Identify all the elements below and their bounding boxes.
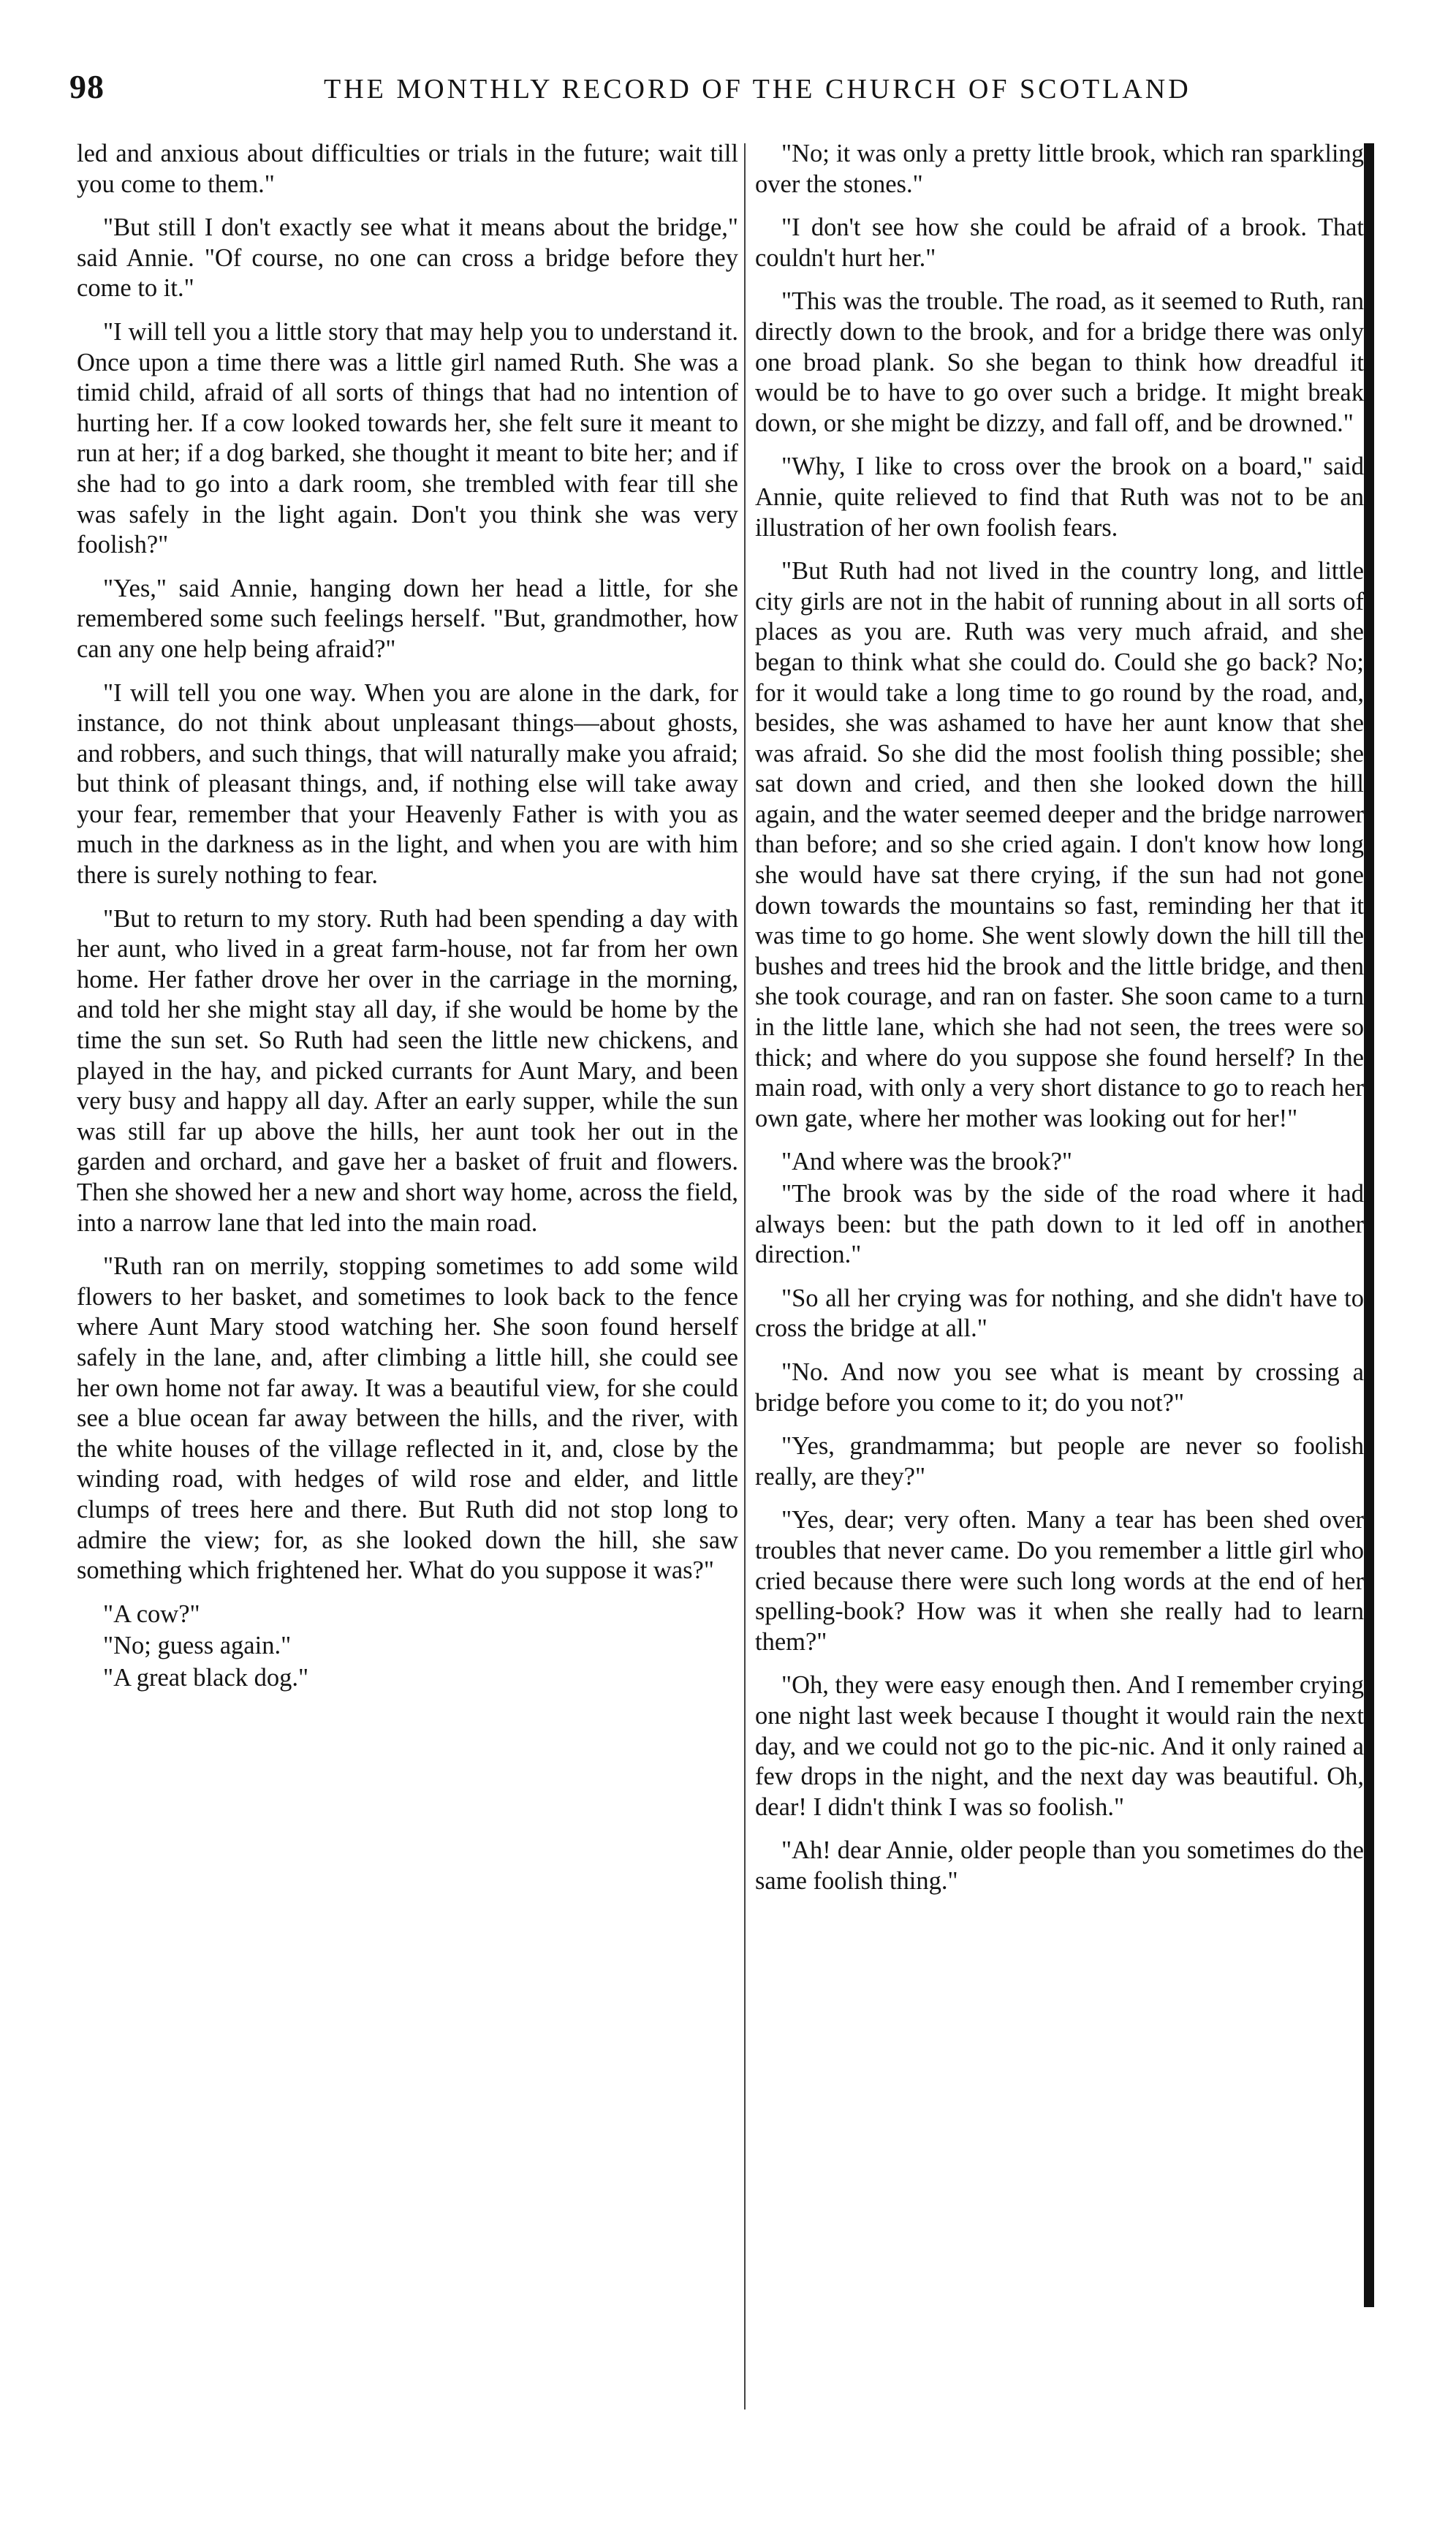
right-column <box>755 139 1364 2412</box>
paragraph: "This was the trouble. The road, as it seemed to Ruth, ran directly down to the brook, and for a bridge there was only one broad plank. So she began to think how dreadful it would be to have to go over such a bridge. It might break down, or she might be dizzy, and fall off, and be drowned." <box>755 287 1364 437</box>
paragraph: "Why, I like to cross over the brook on a board," said Annie, quite relieved to find that Ruth was not to be an illustration of her own foolish fears. <box>755 453 1364 542</box>
paragraph: "A cow?" <box>103 1600 200 1628</box>
paragraph: "But Ruth had not lived in the country long, and little city girls are not in the habit of running about in all sorts of places as you are. Ruth was very much afraid, and she began to think what she could do. Could she go back? No; for it would take a long time to go round by the road, and, besides, she was ashamed to have her aunt know that she was afraid. So she did the most foolish thing possible; she sat down and cried, and then she looked down the hill again, and the water seemed deeper and the bridge narrower than before; and so she cried again. I don't know how long she would have sat there crying, if the sun had not gone down towards the mountains so fast, reminding her that it was time to go home. She went slowly down the hill till the bushes and trees hid the brook and the little bridge, and then she took courage, and ran on faster. She soon came to a turn in the little lane, which she had not seen, the trees were so thick; and where do you suppose she found herself? In the main road, with only a very short distance to go to reach her own gate, where her mother was looking out for her!" <box>755 557 1364 1132</box>
paragraph: "Yes, dear; very often. Many a tear has been shed over troubles that never came. Do you remember a little girl who cried because there were such long words at the end of her spelling-book? How was it when she really had to learn them?" <box>755 1506 1364 1656</box>
paragraph: "But still I don't exactly see what it means about the bridge," said Annie. "Of course, no one can cross a bridge before they come to it." <box>77 213 738 303</box>
paragraph: "No; guess again." <box>103 1632 292 1660</box>
paragraph: "The brook was by the side of the road where it had always been: but the path down to it led off in another direction." <box>755 1180 1364 1269</box>
paragraph: "Ruth ran on merrily, stopping sometimes to add some wild flowers to her basket, and sometimes to look back to the fence where Aunt Mary stood watching her. She soon found herself safely in the lane, and, after climbing a little hill, she could see her own home not far away. It was a beautiful view, for she could see a blue ocean far away between the hills, and the river, with the white houses of the village reflected in it, and, close by the winding road, with hedges of wild rose and elder, and little clumps of trees here and there. But Ruth did not stop long to admire the view; for, as she looked down the hill, she saw something which frightened her. What do you suppose it was?" <box>77 1252 738 1585</box>
page-header <box>69 67 1385 118</box>
paragraph: "But to return to my story. Ruth had been spending a day with her aunt, who lived in a great farm-house, not far from her own home. Her father drove her over in the carriage in the morning, and told her she might stay all day, if she would be home by the time the sun set. So Ruth had seen the little new chickens, and played in the hay, and picked currants for Aunt Mary, and been very busy and happy all day. After an early supper, while the sun was still far up above the hills, her aunt took her out in the garden and orchard, and gave her a basket of fruit and flowers. Then she showed her a new and short way home, across the field, into a narrow lane that led into the main road. <box>77 904 738 1237</box>
page-number: 98 <box>69 68 105 105</box>
running-head: THE MONTHLY RECORD OF THE CHURCH OF SCOTLAND <box>324 74 1191 105</box>
paragraph: "I will tell you a little story that may help you to understand it. Once upon a time there was a little girl named Ruth. She was a timid child, afraid of all sorts of things that had no intention of hurting her. If a cow looked towards her, she felt sure it meant to run at her; if a dog barked, she thought it meant to bite her; and if she had to go into a dark room, she trembled with fear till she was safely in the light again. Don't you think she was very foolish?" <box>77 317 738 559</box>
paragraph: "Ah! dear Annie, older people than you sometimes do the same foolish thing." <box>755 1836 1364 1895</box>
paragraph: "And where was the brook?" <box>781 1148 1072 1176</box>
paragraph: "Yes, grandmamma; but people are never so foolish really, are they?" <box>755 1432 1364 1491</box>
paragraph: "Oh, they were easy enough then. And I remember crying one night last week because I thought it would rain the next day, and we could not go to the pic-nic. And it only rained a few drops in the night, and the next day was beautiful. Oh, dear! I didn't think I was so foolish." <box>755 1671 1364 1821</box>
paragraph: "No. And now you see what is meant by crossing a bridge before you come to it; do you not?" <box>755 1358 1364 1417</box>
paragraph: "No; it was only a pretty little brook, which ran sparkling over the stones." <box>755 140 1364 198</box>
paragraph: "So all her crying was for nothing, and she didn't have to cross the bridge at all." <box>755 1284 1364 1343</box>
page-edge-shadow <box>1364 143 1374 2307</box>
paragraph: "I don't see how she could be afraid of a brook. That couldn't hurt her." <box>755 213 1364 272</box>
paragraph: "Yes," said Annie, hanging down her head a little, for she remembered some such feelings herself. "But, grandmother, how can any one help being afraid?" <box>77 574 738 663</box>
paragraph: "I will tell you one way. When you are alone in the dark, for instance, do not think about unpleasant things—about ghosts, and robbers, and such things, that will naturally make you afraid; but think of pleasant things, and, if nothing else will take away your fear, remember that your Heavenly Father is with you as much in the darkness as in the light, and when you are with him there is surely nothing to fear. <box>77 678 738 890</box>
paragraph: led and anxious about difficulties or trials in the future; wait till you come to them." <box>77 140 738 198</box>
paragraph: "A great black dog." <box>103 1663 309 1692</box>
column-divider <box>744 143 746 2409</box>
left-column <box>77 139 738 1695</box>
